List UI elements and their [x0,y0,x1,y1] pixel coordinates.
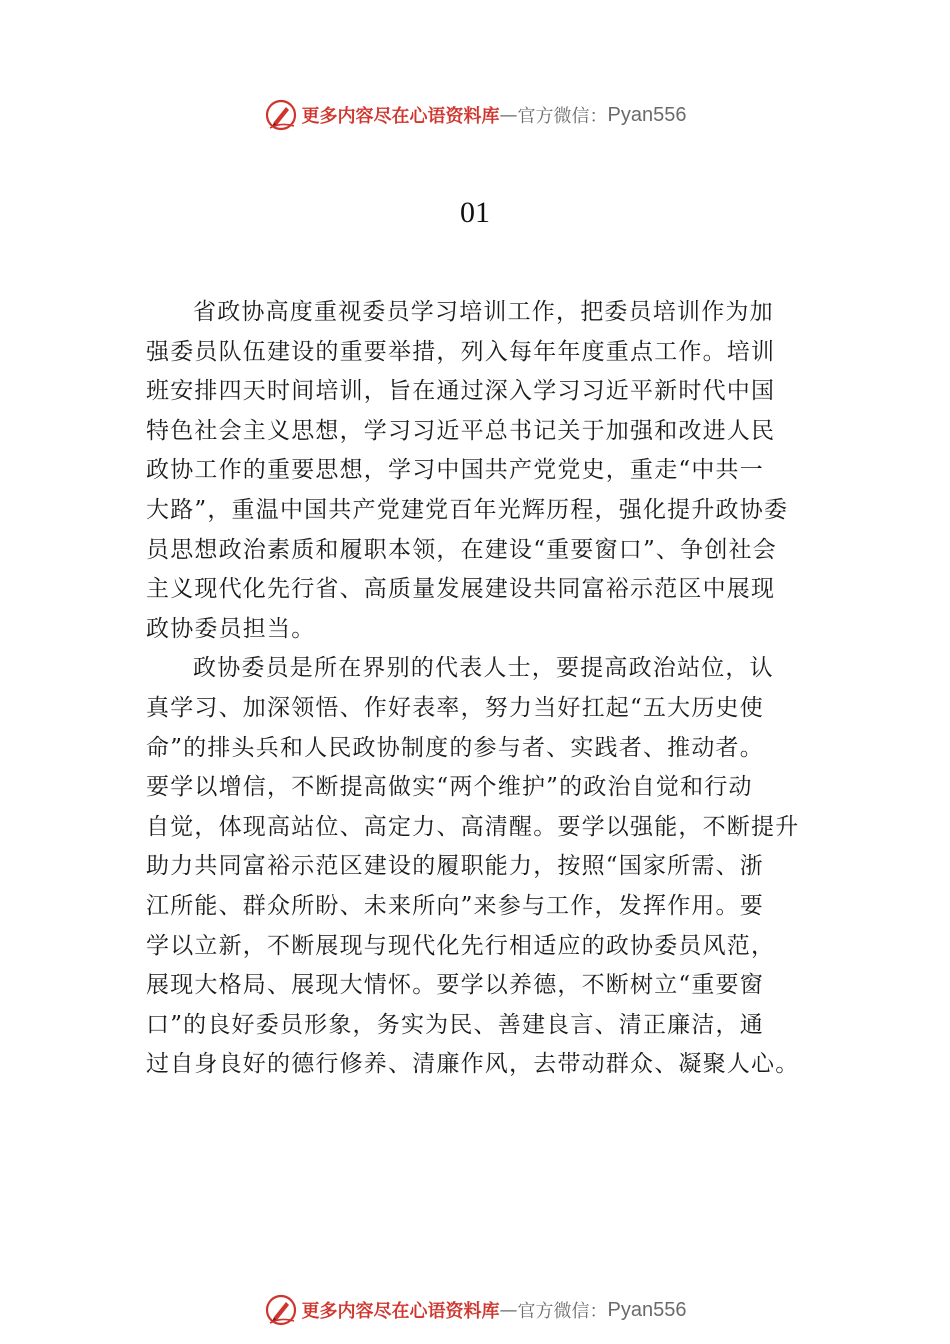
text-line: 过自身良好的德行修养、清廉作风，去带动群众、凝聚人心。 [146,1051,800,1078]
text-line: 政协委员是所在界别的代表人士，要提高政治站位，认 [193,655,774,682]
pen-logo-icon [264,1293,298,1327]
paragraph-2 [146,649,836,1085]
text-line: 大路”，重温中国共产党建党百年光辉历程，强化提升政协委 [146,496,789,523]
text-line: 学以立新，不断展现与现代化先行相适应的政协委员风范， [146,932,776,959]
brand-text: 更多内容尽在心语资料库 [301,1301,500,1322]
pen-logo-icon [264,98,298,132]
text-line: 要学以增信，不断提高做实“两个维护”的政治自觉和行动 [146,774,753,801]
wechat-id: Pyan556 [607,103,687,126]
text-line: 特色社会主义思想，学习习近平总书记关于加强和改进人民 [146,417,776,444]
header-banner [0,95,950,135]
text-line: 政协工作的重要思想，学习中国共产党党史，重走“中共一 [146,457,764,484]
text-line: 口”的良好委员形象，务实为民、善建良言、清正廉洁，通 [146,1011,764,1038]
wechat-label: 官方微信： [517,1301,608,1322]
text-line: 强委员队伍建设的重要举措，列入每年年度重点工作。培训 [146,338,776,365]
document-body [146,293,836,1085]
text-line: 江所能、群众所盼、未来所向”来参与工作，发挥作用。要 [146,892,764,919]
banner-separator: — [499,1299,518,1321]
text-line: 助力共同富裕示范区建设的履职能力，按照“国家所需、浙 [146,853,764,880]
text-line: 展现大格局、展现大情怀。要学以养德，不断树立“重要窗 [146,972,764,999]
footer-banner [0,1290,950,1330]
banner-separator: — [499,104,518,126]
text-line: 员思想政治素质和履职本领，在建设“重要窗口”、争创社会 [146,536,777,563]
text-line: 命”的排头兵和人民政协制度的参与者、实践者、推动者。 [146,734,764,761]
text-line: 真学习、加深领悟、作好表率，努力当好扛起“五大历史使 [146,694,764,721]
wechat-id: Pyan556 [607,1298,687,1321]
text-line: 自觉，体现高站位、高定力、高清醒。要学以强能，不断提升 [146,813,800,840]
page-title: 01 [460,196,490,229]
text-line: 政协委员担当。 [146,615,316,642]
paragraph-1 [146,293,836,649]
text-line: 主义现代化先行省、高质量发展建设共同富裕示范区中展现 [146,576,776,603]
text-line: 省政协高度重视委员学习培训工作，把委员培训作为加 [193,299,774,325]
wechat-label: 官方微信： [517,106,608,127]
brand-text: 更多内容尽在心语资料库 [301,106,500,127]
text-line: 班安排四天时间培训，旨在通过深入学习习近平新时代中国 [146,378,776,405]
